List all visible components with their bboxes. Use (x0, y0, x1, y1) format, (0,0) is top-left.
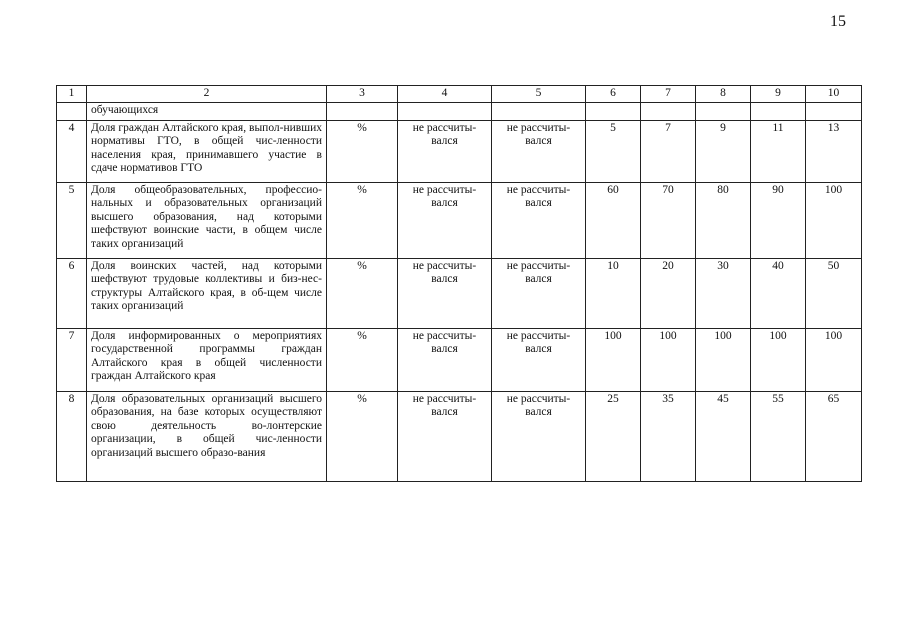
value-cell: 25 (586, 391, 641, 481)
value-cell: 11 (751, 120, 806, 182)
indicator-description: Доля воинских частей, над которыми шефствуют трудовые коллективы и биз-нес-структуры Алтайского края, в об-щем числе таких организаций (87, 258, 327, 328)
base-value-cell: не рассчиты-вался (492, 328, 586, 391)
unit-cell: % (327, 328, 398, 391)
indicator-description: Доля информированных о мероприятиях государственной программы граждан Алтайского края в общей численности граждан Алтайского края (87, 328, 327, 391)
row-number: 8 (57, 391, 87, 481)
value-cell: 100 (806, 328, 862, 391)
value-cell: 20 (641, 258, 696, 328)
header-cell: 3 (327, 86, 398, 103)
base-value-cell: не рассчиты-вался (492, 182, 586, 258)
indicator-description: Доля общеобразовательных, профессио-нальных и образовательных организаций высшего образования, над которыми шефствуют воинские части, в общем числе таких организаций (87, 182, 327, 258)
value-cell: 100 (586, 328, 641, 391)
unit-cell: % (327, 258, 398, 328)
value-cell: 9 (696, 120, 751, 182)
table-cell (751, 102, 806, 120)
value-cell: 100 (641, 328, 696, 391)
table-row (57, 182, 862, 258)
indicators-table (56, 85, 862, 482)
header-cell: 5 (492, 86, 586, 103)
base-value-cell: не рассчиты-вался (398, 328, 492, 391)
value-cell: 90 (751, 182, 806, 258)
base-value-cell: не рассчиты-вался (398, 120, 492, 182)
value-cell: 45 (696, 391, 751, 481)
header-cell: 2 (87, 86, 327, 103)
header-cell: 6 (586, 86, 641, 103)
header-cell: 4 (398, 86, 492, 103)
table-cell (492, 102, 586, 120)
table-cell (696, 102, 751, 120)
value-cell: 65 (806, 391, 862, 481)
table-cell (398, 102, 492, 120)
unit-cell: % (327, 391, 398, 481)
unit-cell: % (327, 120, 398, 182)
table-cell (806, 102, 862, 120)
value-cell: 7 (641, 120, 696, 182)
page-number: 15 (830, 13, 846, 30)
unit-cell: % (327, 182, 398, 258)
value-cell: 60 (586, 182, 641, 258)
header-cell: 9 (751, 86, 806, 103)
value-cell: 100 (696, 328, 751, 391)
value-cell: 55 (751, 391, 806, 481)
header-row (57, 86, 862, 103)
row-number: 4 (57, 120, 87, 182)
value-cell: 10 (586, 258, 641, 328)
value-cell: 100 (751, 328, 806, 391)
base-value-cell: не рассчиты-вался (398, 258, 492, 328)
value-cell: 30 (696, 258, 751, 328)
table-row (57, 258, 862, 328)
row-number: 7 (57, 328, 87, 391)
row-number: 6 (57, 258, 87, 328)
value-cell: 5 (586, 120, 641, 182)
value-cell: 13 (806, 120, 862, 182)
table-row (57, 391, 862, 481)
base-value-cell: не рассчиты-вался (398, 182, 492, 258)
table-cell (641, 102, 696, 120)
table-cell (586, 102, 641, 120)
continuation-row (57, 102, 862, 120)
table-cell (327, 102, 398, 120)
value-cell: 80 (696, 182, 751, 258)
continuation-text: обучающихся (87, 102, 327, 120)
header-cell: 10 (806, 86, 862, 103)
base-value-cell: не рассчиты-вался (492, 258, 586, 328)
base-value-cell: не рассчиты-вался (398, 391, 492, 481)
header-cell: 7 (641, 86, 696, 103)
header-cell: 1 (57, 86, 87, 103)
value-cell: 70 (641, 182, 696, 258)
value-cell: 40 (751, 258, 806, 328)
value-cell: 100 (806, 182, 862, 258)
value-cell: 35 (641, 391, 696, 481)
table-row (57, 328, 862, 391)
indicator-description: Доля граждан Алтайского края, выпол-нивших нормативы ГТО, в общей чис-ленности населения края, принимавшего участие в сдаче нормативов ГТО (87, 120, 327, 182)
header-cell: 8 (696, 86, 751, 103)
base-value-cell: не рассчиты-вался (492, 120, 586, 182)
row-number: 5 (57, 182, 87, 258)
base-value-cell: не рассчиты-вался (492, 391, 586, 481)
table-row (57, 120, 862, 182)
value-cell: 50 (806, 258, 862, 328)
table-cell (57, 102, 87, 120)
indicator-description: Доля образовательных организаций высшего образования, на базе которых осуществляют свою деятельность во-лонтерские организации, в общей чис-ленности организаций высшего образо-вания (87, 391, 327, 481)
